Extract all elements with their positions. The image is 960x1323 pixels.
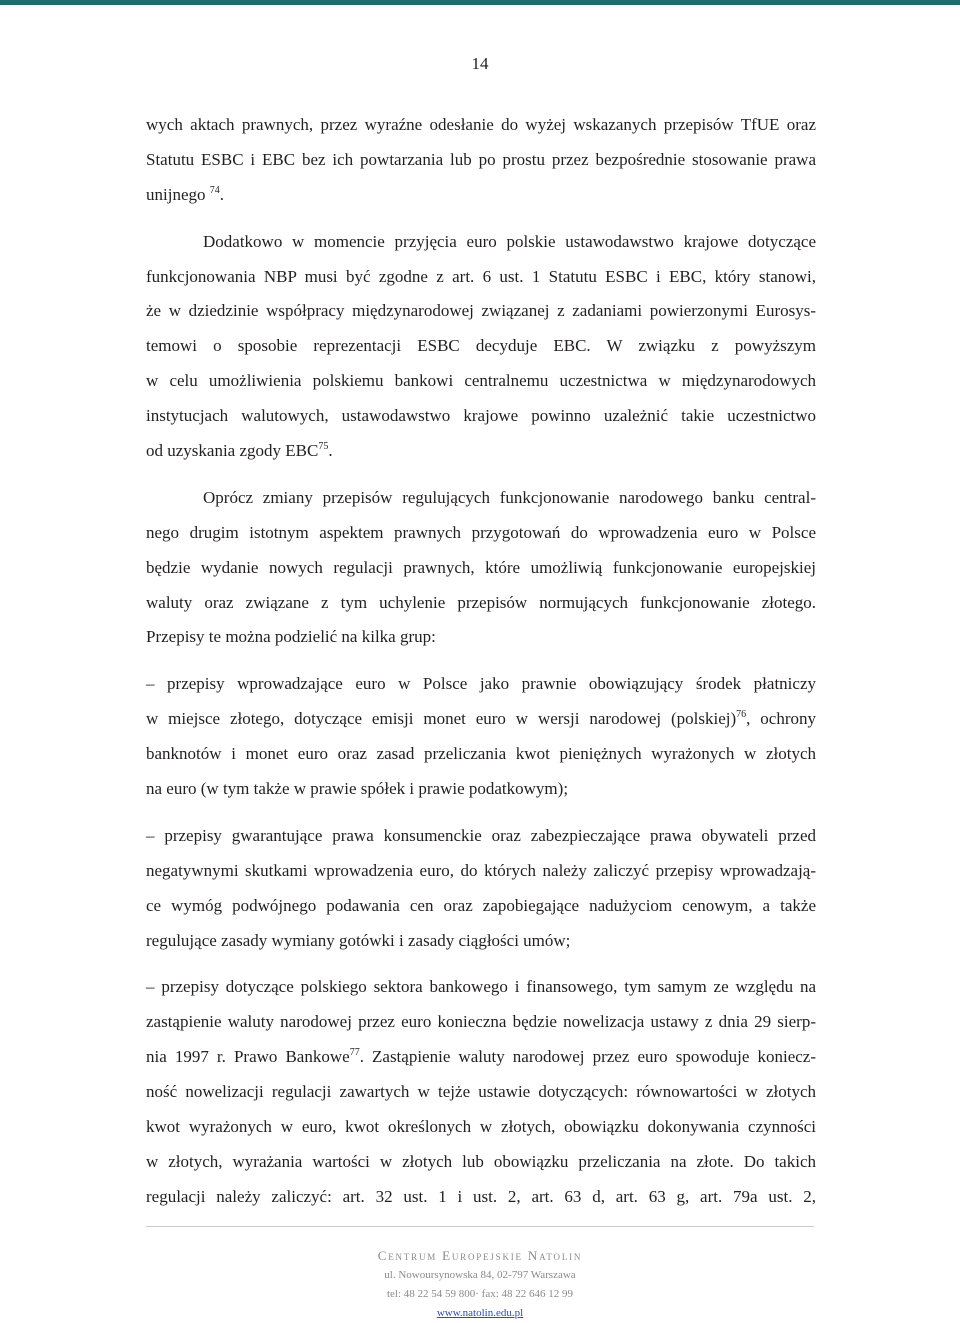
text-line: regulacji należy zaliczyć: art. 32 ust. 1 i ust. 2, art. 63 d, art. 63 g, art. 79a ust. 2, — [146, 1186, 816, 1206]
text-line: – przepisy wprowadzające euro w Polsce jako prawnie obowiązujący środek płatniczy — [146, 674, 816, 694]
list-item-banking-sector — [146, 970, 816, 1214]
footnote-ref-77: 77 — [349, 1047, 360, 1059]
footer-contact: tel: 48 22 54 59 800· fax: 48 22 646 12 99 — [386, 1288, 574, 1300]
footer-divider — [146, 1226, 814, 1227]
paragraph-nbp-representation — [146, 225, 816, 469]
footnote-ref-74: 74 — [209, 184, 220, 196]
text-line: regulujące zasady wymiany gotówki i zasady ciągłości umów; — [146, 930, 571, 950]
text-line: ność nowelizacji regulacji zawartych w tejże ustawie dotyczących: równowartości w złotych — [146, 1082, 816, 1102]
text-line: Statutu ESBC i EBC bez ich powtarzania lub po prostu przez bezpośrednie stosowanie prawa — [146, 149, 816, 169]
text-line: ce wymóg podwójnego podawania cen oraz zapobiegające nadużyciom cenowym, a także — [146, 895, 816, 915]
text-line: w miejsce złotego, dotyczące emisji monet euro w wersji narodowej (polskiej)$^{76}$, ochrony — [146, 709, 816, 729]
paragraph-new-regulations — [146, 481, 816, 655]
list-item-legal-tender — [146, 667, 816, 807]
top-accent-bar — [0, 0, 960, 5]
list-item-consumer-rights — [146, 819, 816, 959]
text-line: w celu umożliwienia polskiemu bankowi centralnemu uczestnictwa w międzynarodowych — [146, 371, 816, 391]
text-line: waluty oraz związane z tym uchylenie przepisów normujących funkcjonowanie złotego. — [146, 592, 816, 612]
text-line: na euro (w tym także w prawie spółek i prawie podatkowym); — [146, 779, 569, 799]
text-line: wych aktach prawnych, przez wyraźne odesłanie do wyżej wskazanych przepisów TfUE oraz — [146, 115, 816, 134]
page-footer — [0, 1246, 960, 1323]
text-line: nia 1997 r. Prawo Bankowe$^{77}$. Zastąpienie waluty narodowej przez euro spowoduje koniecz- — [146, 1047, 817, 1067]
text-line: nego drugim istotnym aspektem prawnych przygotowań do wprowadzenia euro w Polsce — [146, 522, 816, 542]
footnote-ref-75: 75 — [318, 441, 329, 453]
text-line: kwot wyrażonych w euro, kwot określonych w złotych, obowiązku dokonywania czynności — [146, 1117, 816, 1137]
text-line: temowi o sposobie reprezentacji ESBC decyduje EBC. W związku z powyższym — [146, 336, 816, 356]
page-number: 14 — [471, 54, 489, 73]
paragraph-continuation — [146, 108, 816, 213]
text-line: będzie wydanie nowych regulacji prawnych, które umożliwią funkcjonowanie europejskiej — [146, 557, 816, 577]
text-line: od uzyskania zgody EBC$^{75}$. — [146, 441, 333, 461]
text-line: – przepisy dotyczące polskiego sektora bankowego i finansowego, tym samym ze względu na — [146, 977, 816, 997]
text-line: funkcjonowania NBP musi być zgodne z art. 6 ust. 1 Statutu ESBC i EBC, który stanowi, — [146, 266, 816, 286]
footer-address: ul. Nowoursynowska 84, 02-797 Warszawa — [384, 1269, 576, 1281]
footer-website-link[interactable]: www.natolin.edu.pl — [436, 1307, 524, 1319]
text-line: Przepisy te można podzielić na kilka grup: — [146, 627, 436, 647]
text-line: zastąpienie waluty narodowej przez euro konieczna będzie nowelizacja ustawy z dnia 29 sierp- — [146, 1012, 816, 1032]
footnote-ref-76: 76 — [736, 709, 747, 721]
document-body — [146, 108, 816, 1215]
text-line: w złotych, wyrażania wartości w złotych lub obowiązku przeliczania na złote. Do takich — [146, 1151, 816, 1171]
footer-organization: Centrum Europejskie Natolin — [377, 1248, 583, 1263]
text-line: że w dziedzinie współpracy międzynarodowej związanej z zadaniami powierzonymi Eurosys- — [146, 301, 816, 321]
text-line: – przepisy gwarantujące prawa konsumenckie oraz zabezpieczające prawa obywateli przed — [146, 825, 816, 845]
text-line: unijnego $^{74}$. — [146, 184, 224, 204]
text-line: Oprócz zmiany przepisów regulujących funkcjonowanie narodowego banku central- — [203, 487, 816, 507]
text-line: instytucjach walutowych, ustawodawstwo krajowe powinno uzależnić takie uczestnictwo — [146, 406, 816, 426]
text-line: Dodatkowo w momencie przyjęcia euro polskie ustawodawstwo krajowe dotyczące — [203, 231, 816, 251]
text-line: banknotów i monet euro oraz zasad przeliczania kwot pieniężnych wyrażonych w złotych — [146, 744, 816, 764]
text-line: negatywnymi skutkami wprowadzenia euro, do których należy zaliczyć przepisy wprowadzają- — [146, 860, 816, 880]
